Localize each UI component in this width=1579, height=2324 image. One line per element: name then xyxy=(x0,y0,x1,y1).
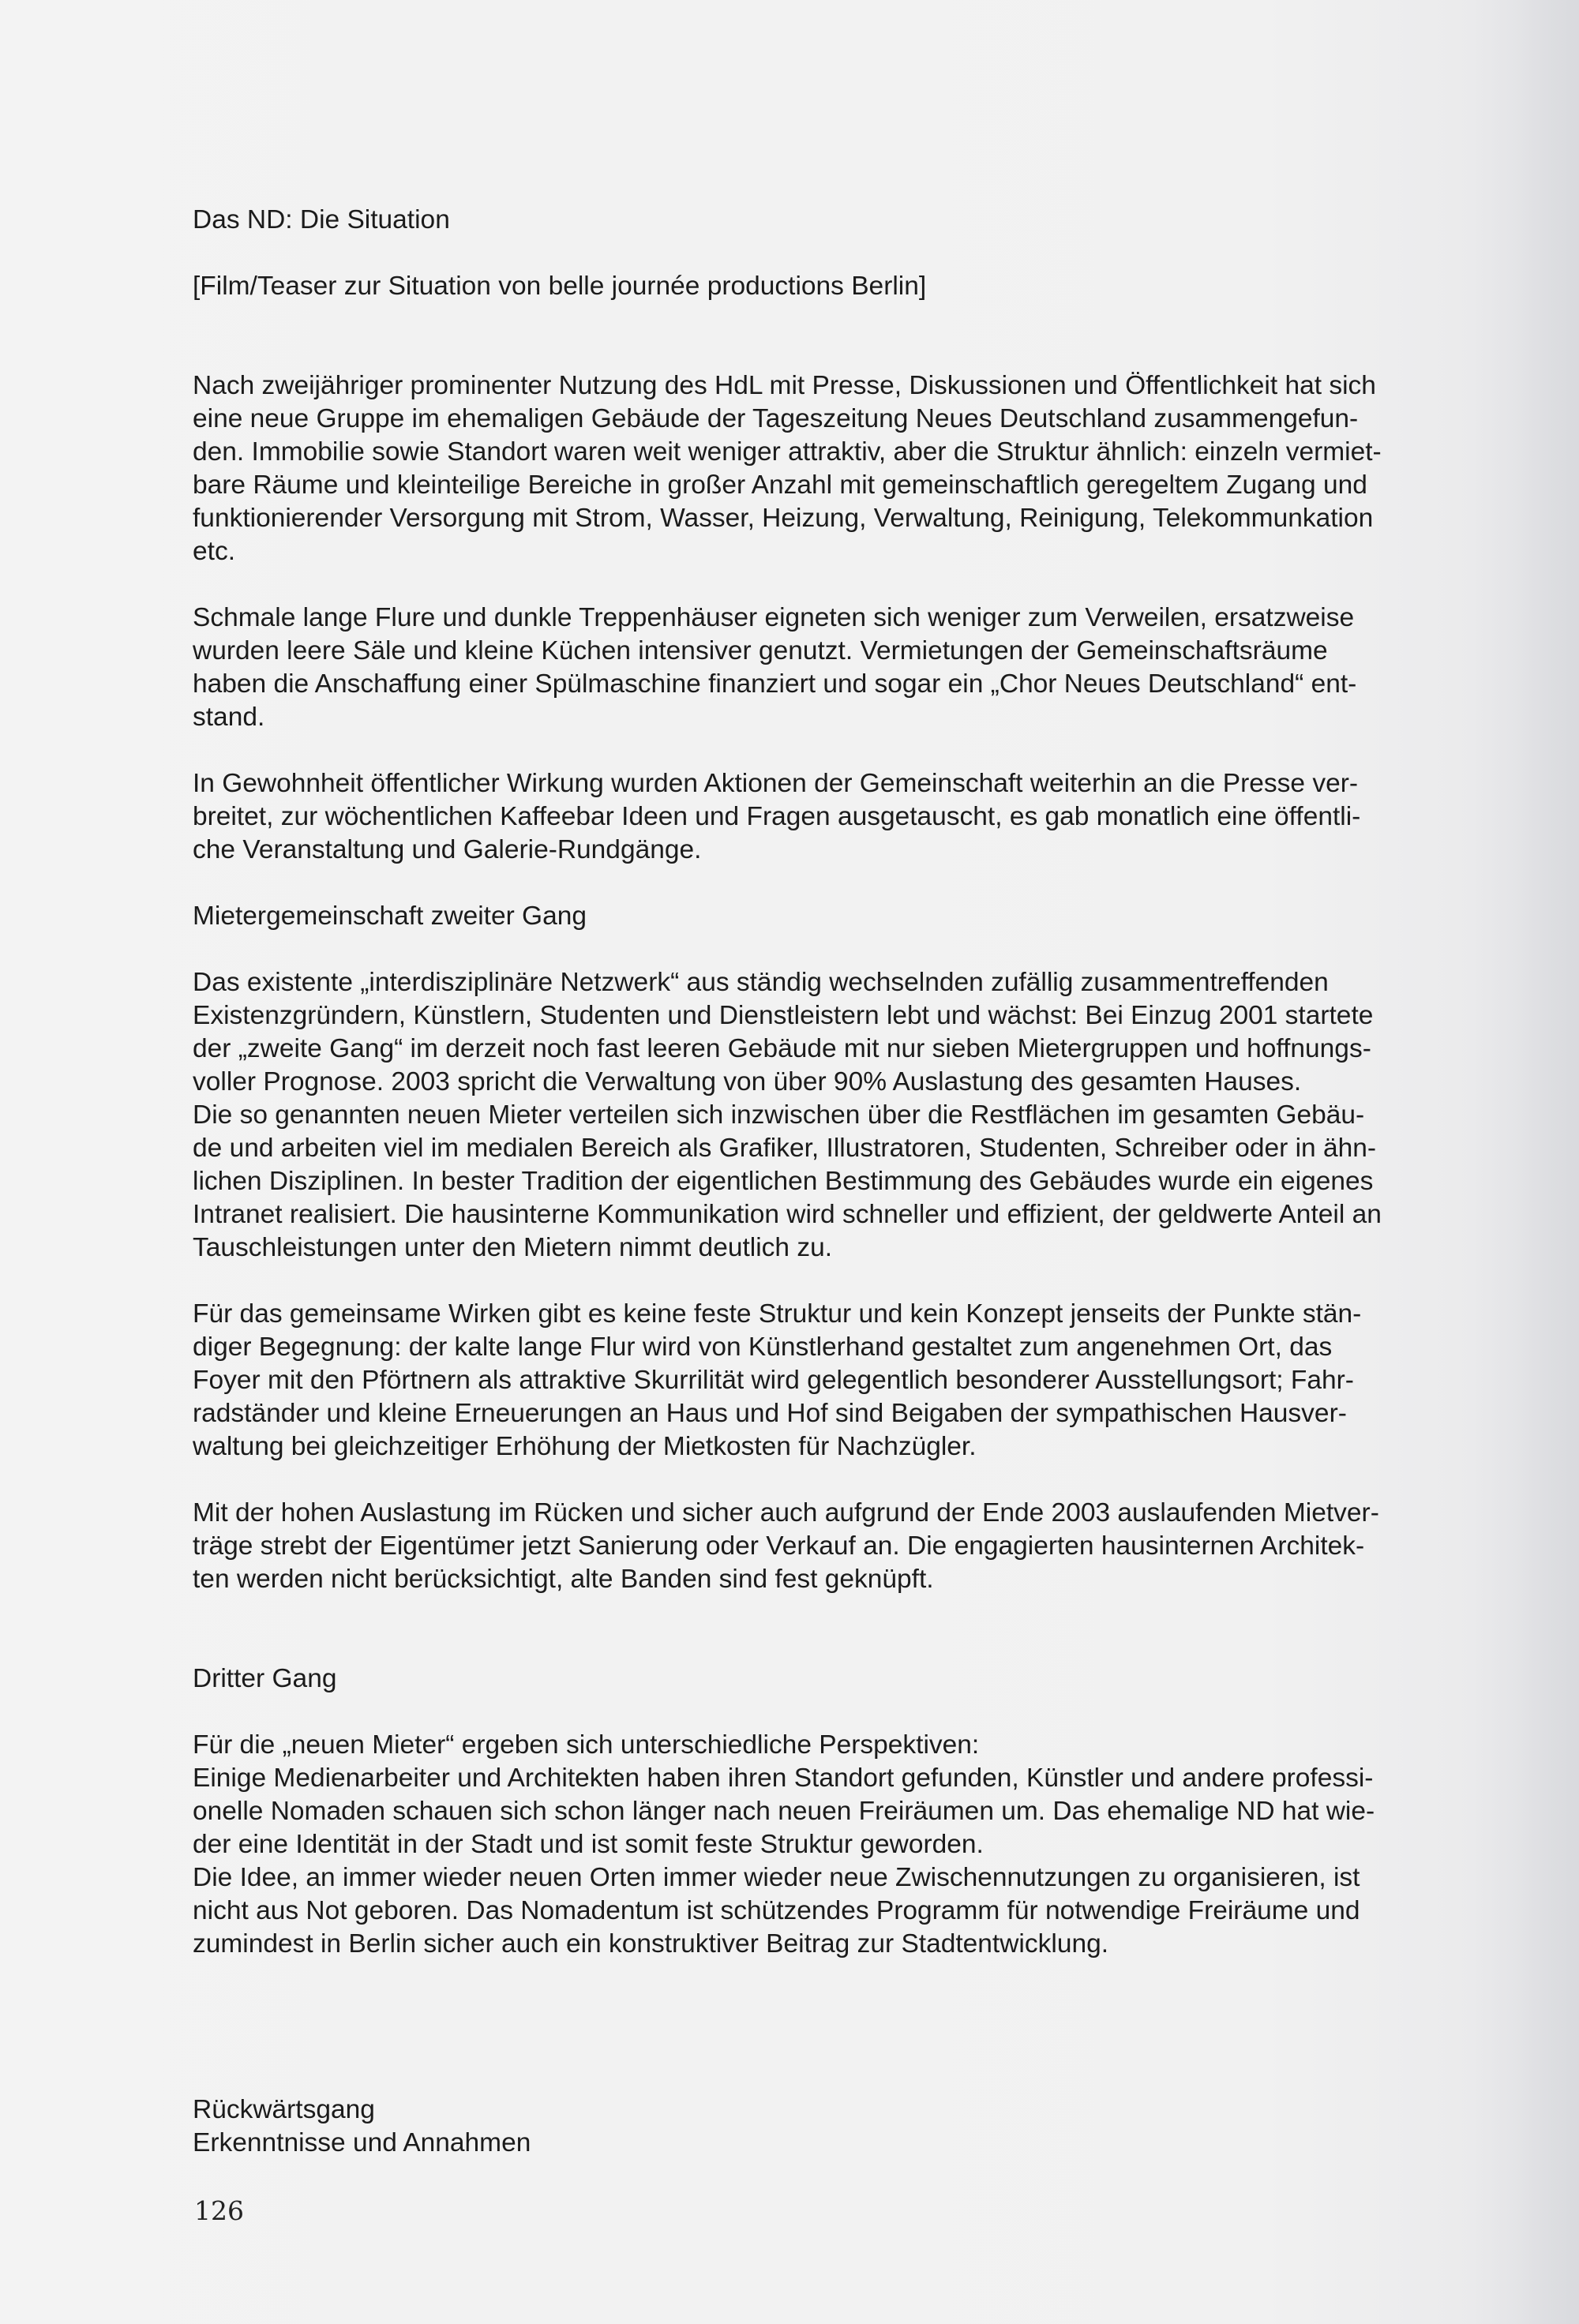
paragraph-line: den. Immobilie sowie Standort waren weit weniger attraktiv, aber die Struktur ähnlich: einzeln vermiet- xyxy=(193,437,1382,467)
paragraph-line: Intranet realisiert. Die hausinterne Kommunikation wird schneller und effizient, der geldwerte Anteil an xyxy=(193,1200,1382,1229)
paragraph-line: funktionierender Versorgung mit Strom, Wasser, Heizung, Verwaltung, Reinigung, Telekommunkation xyxy=(193,504,1374,533)
paragraph-line: Schmale lange Flure und dunkle Treppenhäuser eigneten sich weniger zum Verweilen, ersatzweise xyxy=(193,603,1355,632)
paragraph-line: Das existente „interdisziplinäre Netzwerk“ aus ständig wechselnden zufällig zusammentreffenden xyxy=(193,968,1329,997)
paragraph-public-activity xyxy=(193,767,1503,867)
paragraph-line: Tauschleistungen unter den Mietern nimmt deutlich zu. xyxy=(193,1233,833,1262)
paragraph-line: ten werden nicht berücksichtigt, alte Banden sind fest geknüpft. xyxy=(193,1565,934,1594)
paragraph-line: de und arbeiten viel im medialen Bereich als Grafiker, Illustratoren, Studenten, Schreiber oder in ähn- xyxy=(193,1134,1377,1163)
paragraph-line: stand. xyxy=(193,703,265,732)
paragraph-line: eine neue Gruppe im ehemaligen Gebäude der Tageszeitung Neues Deutschland zusammengefun- xyxy=(193,404,1359,433)
section-heading-second-gear: Mietergemeinschaft zweiter Gang xyxy=(193,901,587,931)
paragraph-line: Foyer mit den Pförtnern als attraktive Skurrilität wird gelegentlich besonderer Ausstellungsort; Fahr- xyxy=(193,1366,1354,1395)
paragraph-line: Existenzgründern, Künstlern, Studenten und Dienstleistern lebt und wächst: Bei Einzug 2001 startete xyxy=(193,1001,1374,1030)
footer-heading: Rückwärtsgang xyxy=(193,2095,375,2124)
paragraph-line: waltung bei gleichzeitiger Erhöhung der Mietkosten für Nachzügler. xyxy=(193,1432,977,1461)
paragraph-line: lichen Disziplinen. In bester Tradition der eigentlichen Bestimmung des Gebäudes wurde ein eigenes xyxy=(193,1167,1374,1196)
paragraph-line: zumindest in Berlin sicher auch ein konstruktiver Beitrag zur Stadtentwicklung. xyxy=(193,1929,1109,1959)
paragraph-line: Nach zweijähriger prominenter Nutzung des HdL mit Presse, Diskussionen und Öffentlichkeit hat sich xyxy=(193,371,1376,400)
paragraph-shared-work xyxy=(193,1298,1503,1464)
document-title: Das ND: Die Situation xyxy=(193,205,450,234)
paragraph-perspectives xyxy=(193,1729,1503,1961)
paragraph-line: Für das gemeinsame Wirken gibt es keine feste Struktur und kein Konzept jenseits der Punkte stän- xyxy=(193,1299,1362,1329)
section-heading-third-gear: Dritter Gang xyxy=(193,1664,337,1693)
paragraph-line: onelle Nomaden schauen sich schon länger nach neuen Freiräumen um. Das ehemalige ND hat wie- xyxy=(193,1797,1375,1826)
paragraph-occupancy xyxy=(193,1497,1503,1596)
paragraph-line: voller Prognose. 2003 spricht die Verwaltung von über 90% Auslastung des gesamten Hauses. xyxy=(193,1067,1302,1096)
page-number: 126 xyxy=(194,2195,244,2226)
paragraph-corridors xyxy=(193,602,1503,734)
paragraph-situation xyxy=(193,369,1503,568)
paragraph-line: diger Begegnung: der kalte lange Flur wird von Künstlerhand gestaltet zum angenehmen Ort, das xyxy=(193,1333,1333,1362)
paragraph-line: etc. xyxy=(193,537,235,566)
paragraph-line: In Gewohnheit öffentlicher Wirkung wurden Aktionen der Gemeinschaft weiterhin an die Presse ver- xyxy=(193,769,1359,798)
paragraph-line: der „zweite Gang“ im derzeit noch fast leeren Gebäude mit nur sieben Mietergruppen und hoffnungs- xyxy=(193,1034,1371,1063)
paragraph-line: nicht aus Not geboren. Das Nomadentum ist schützendes Programm für notwendige Freiräume und xyxy=(193,1896,1360,1925)
paragraph-line: bare Räume und kleinteilige Bereiche in großer Anzahl mit gemeinschaftlich geregeltem Zugang und xyxy=(193,470,1367,500)
paragraph-network xyxy=(193,966,1503,1265)
footer-subheading: Erkenntnisse und Annahmen xyxy=(193,2128,531,2157)
paragraph-line: haben die Anschaffung einer Spülmaschine finanziert und sogar ein „Chor Neues Deutschland“ ent- xyxy=(193,669,1357,699)
paragraph-line: Die Idee, an immer wieder neuen Orten immer wieder neue Zwischennutzungen zu organisieren, ist xyxy=(193,1863,1360,1892)
paragraph-line: wurden leere Säle und kleine Küchen intensiver genutzt. Vermietungen der Gemeinschaftsräume xyxy=(193,636,1328,665)
paragraph-line: Die so genannten neuen Mieter verteilen sich inzwischen über die Restflächen im gesamten Gebäu- xyxy=(193,1100,1365,1130)
text-column xyxy=(193,204,1503,2160)
paragraph-line: träge strebt der Eigentümer jetzt Sanierung oder Verkauf an. Die engagierten hausinternen Architek- xyxy=(193,1531,1365,1561)
document-subtitle: [Film/Teaser zur Situation von belle journée productions Berlin] xyxy=(193,272,927,301)
paragraph-line: che Veranstaltung und Galerie-Rundgänge. xyxy=(193,835,702,864)
paragraph-line: breitet, zur wöchentlichen Kaffeebar Ideen und Fragen ausgetauscht, es gab monatlich eine öffentli- xyxy=(193,802,1361,831)
paragraph-line: Mit der hohen Auslastung im Rücken und sicher auch aufgrund der Ende 2003 auslaufenden Mietver- xyxy=(193,1498,1379,1527)
paragraph-line: Für die „neuen Mieter“ ergeben sich unterschiedliche Perspektiven: xyxy=(193,1730,980,1760)
paragraph-line: radständer und kleine Erneuerungen an Haus und Hof sind Beigaben der sympathischen Hausver- xyxy=(193,1399,1347,1428)
paragraph-line: Einige Medienarbeiter und Architekten haben ihren Standort gefunden, Künstler und andere professi- xyxy=(193,1764,1374,1793)
paragraph-line: der eine Identität in der Stadt und ist somit feste Struktur geworden. xyxy=(193,1830,984,1859)
